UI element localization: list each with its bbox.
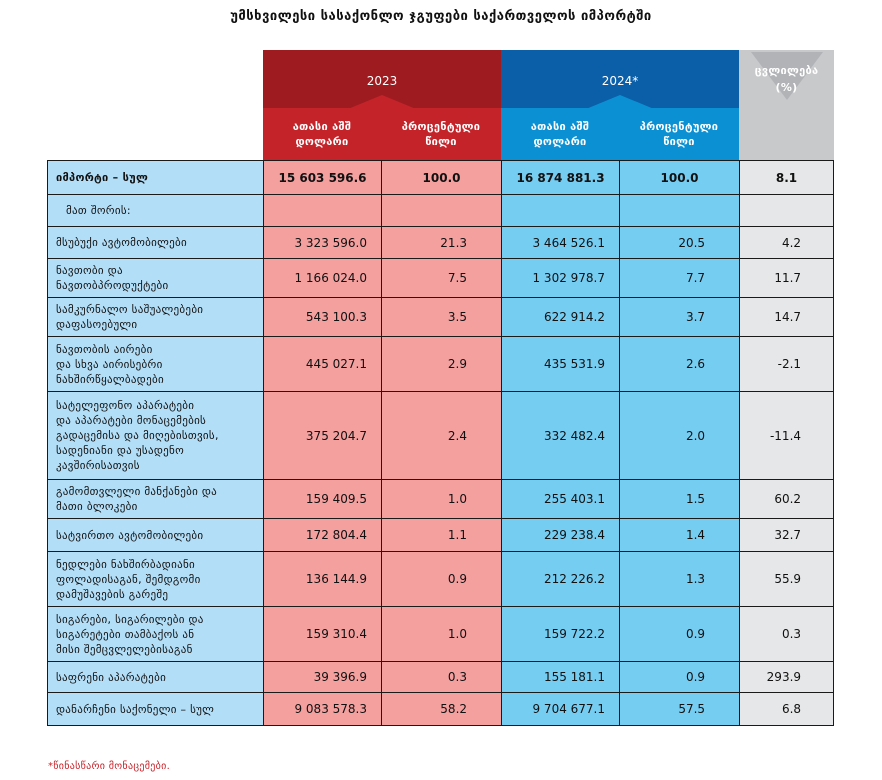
header-share-2024: პროცენტული წილი (619, 108, 739, 160)
row-share-2024: 0.9 (619, 662, 739, 693)
header-year-2024: 2024* (501, 50, 739, 108)
row-value-2024: 332 482.4 (501, 392, 619, 480)
total-share-2024: 100.0 (619, 160, 739, 195)
total-share-2023: 100.0 (381, 160, 501, 195)
row-share-2023: 0.3 (381, 662, 501, 693)
row-value-2023: 39 396.9 (263, 662, 381, 693)
row-share-2023: 2.4 (381, 392, 501, 480)
row-share-2024: 2.6 (619, 337, 739, 392)
row-value-2024: 159 722.2 (501, 607, 619, 662)
table-row (47, 519, 834, 552)
total-value-2024: 16 874 881.3 (501, 160, 619, 195)
row-share-2023: 0.9 (381, 552, 501, 607)
footnote: *წინასწარი მონაცემები. (48, 761, 171, 772)
row-label: ნავთობის აირები და სხვა აირისებრი ნახშირწყალბადები (47, 337, 263, 392)
row-label: სამკურნალო საშუალებები დაფასოებული (47, 298, 263, 337)
row-label: სიგარები, სიგარილები და სიგარეტები თამბაქოს ან მისი შემცვლელებისაგან (47, 607, 263, 662)
row-share-2024: 2.0 (619, 392, 739, 480)
row-value-2024: 212 226.2 (501, 552, 619, 607)
row-share-2024: 3.7 (619, 298, 739, 337)
subheading-row (47, 195, 834, 227)
row-share-2024: 1.5 (619, 480, 739, 519)
imports-table (47, 50, 834, 726)
row-share-2024: 1.4 (619, 519, 739, 552)
empty-cell (739, 195, 834, 227)
row-share-2024: 7.7 (619, 259, 739, 298)
row-share-2023: 21.3 (381, 227, 501, 259)
row-value-2024: 3 464 526.1 (501, 227, 619, 259)
empty-cell (263, 195, 381, 227)
row-value-2024: 229 238.4 (501, 519, 619, 552)
total-value-2023: 15 603 596.6 (263, 160, 381, 195)
row-label: გამომთვლელი მანქანები და მათი ბლოკები (47, 480, 263, 519)
header-blank-2 (47, 108, 263, 160)
row-share-2023: 58.2 (381, 693, 501, 726)
header-change (739, 50, 834, 160)
row-change: 14.7 (739, 298, 834, 337)
row-value-2023: 445 027.1 (263, 337, 381, 392)
empty-cell (381, 195, 501, 227)
row-value-2024: 622 914.2 (501, 298, 619, 337)
row-value-2023: 1 166 024.0 (263, 259, 381, 298)
row-share-2024: 57.5 (619, 693, 739, 726)
row-change: 0.3 (739, 607, 834, 662)
total-change: 8.1 (739, 160, 834, 195)
header-change-label: ცვლილება (%) (754, 64, 819, 94)
row-change: 4.2 (739, 227, 834, 259)
row-value-2023: 375 204.7 (263, 392, 381, 480)
header-blank (47, 50, 263, 108)
total-label: იმპორტი – სულ (47, 160, 263, 195)
row-value-2023: 159 409.5 (263, 480, 381, 519)
row-change: 32.7 (739, 519, 834, 552)
row-share-2023: 1.0 (381, 480, 501, 519)
header-share-2023: პროცენტული წილი (381, 108, 501, 160)
row-label: სატვირთო ავტომობილები (47, 519, 263, 552)
row-change: 293.9 (739, 662, 834, 693)
table-row (47, 693, 834, 726)
row-change: -11.4 (739, 392, 834, 480)
table-row (47, 227, 834, 259)
empty-cell (619, 195, 739, 227)
row-label: ნედლები ნახშირბადიანი ფოლადისაგან, შემდგომი დამუშავების გარეშე (47, 552, 263, 607)
table-row (47, 607, 834, 662)
row-change: -2.1 (739, 337, 834, 392)
row-share-2024: 1.3 (619, 552, 739, 607)
row-label: საფრენი აპარატები (47, 662, 263, 693)
row-share-2023: 2.9 (381, 337, 501, 392)
row-label: ნავთობი და ნავთობპროდუქტები (47, 259, 263, 298)
row-label: დანარჩენი საქონელი – სულ (47, 693, 263, 726)
header-value-2024: ათასი აშშ დოლარი (501, 108, 619, 160)
header-year-2023: 2023 (263, 50, 501, 108)
row-value-2023: 172 804.4 (263, 519, 381, 552)
row-share-2023: 1.0 (381, 607, 501, 662)
table-row (47, 480, 834, 519)
table-row (47, 259, 834, 298)
row-value-2024: 1 302 978.7 (501, 259, 619, 298)
row-value-2023: 136 144.9 (263, 552, 381, 607)
row-label: სატელეფონო აპარატები და აპარატები მონაცემების გადაცემისა და მიღებისთვის, სადენიანი და უსადენო კავშირისათვის (47, 392, 263, 480)
table-row (47, 552, 834, 607)
row-change: 55.9 (739, 552, 834, 607)
row-value-2024: 435 531.9 (501, 337, 619, 392)
page-title: უმსხვილესი სასაქონლო ჯგუფები საქართველოს იმპორტში (230, 9, 652, 24)
table-row (47, 298, 834, 337)
row-value-2023: 159 310.4 (263, 607, 381, 662)
row-value-2023: 9 083 578.3 (263, 693, 381, 726)
row-share-2023: 7.5 (381, 259, 501, 298)
row-value-2023: 543 100.3 (263, 298, 381, 337)
table-row (47, 662, 834, 693)
header-value-2023: ათასი აშშ დოლარი (263, 108, 381, 160)
empty-cell (501, 195, 619, 227)
row-share-2023: 3.5 (381, 298, 501, 337)
row-change: 6.8 (739, 693, 834, 726)
row-share-2023: 1.1 (381, 519, 501, 552)
row-change: 11.7 (739, 259, 834, 298)
row-value-2023: 3 323 596.0 (263, 227, 381, 259)
row-share-2024: 20.5 (619, 227, 739, 259)
row-value-2024: 155 181.1 (501, 662, 619, 693)
total-row (47, 160, 834, 195)
row-value-2024: 255 403.1 (501, 480, 619, 519)
table-row (47, 337, 834, 392)
table-row (47, 392, 834, 480)
row-change: 60.2 (739, 480, 834, 519)
subheading-label: მათ შორის: (47, 195, 263, 227)
row-value-2024: 9 704 677.1 (501, 693, 619, 726)
row-share-2024: 0.9 (619, 607, 739, 662)
row-label: მსუბუქი ავტომობილები (47, 227, 263, 259)
